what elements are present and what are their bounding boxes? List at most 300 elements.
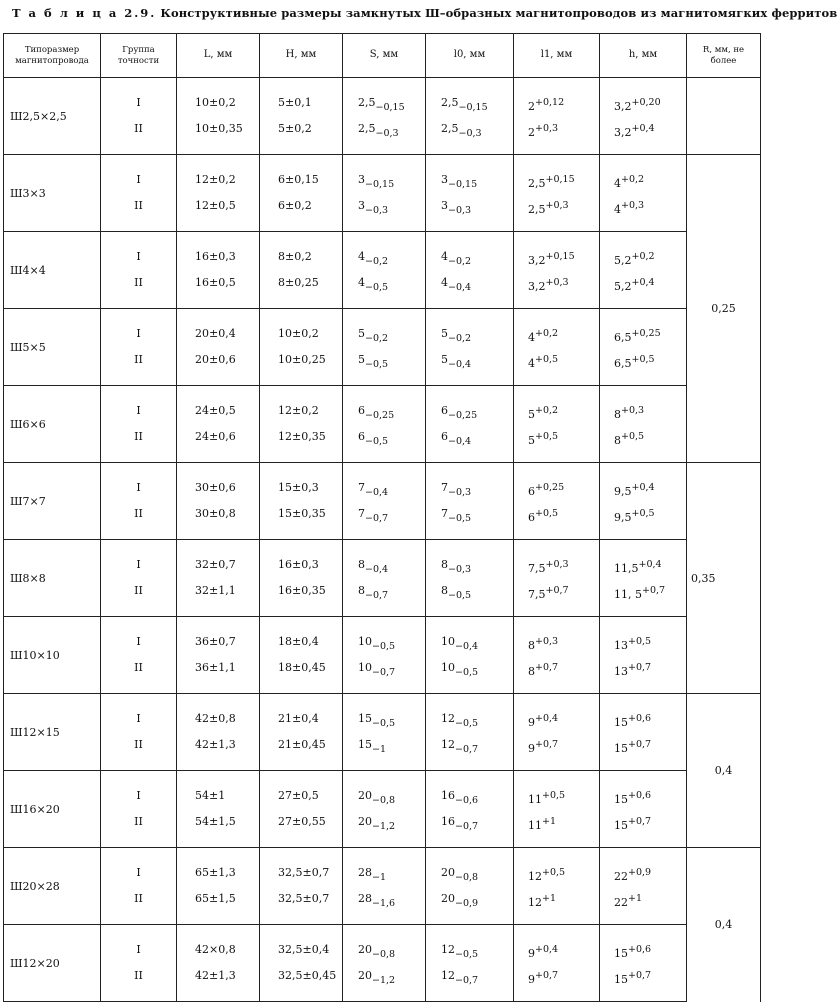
hh-value	[600, 502, 686, 526]
tolerance-value: +0,6	[628, 713, 652, 724]
tolerance-value: −0,9	[455, 898, 479, 909]
tolerance-value: −0,2	[448, 256, 472, 267]
l1-value	[514, 399, 599, 423]
h-cell	[260, 771, 343, 848]
l1-cell	[514, 155, 600, 232]
h-cell	[260, 463, 343, 540]
l0-value	[426, 91, 513, 115]
nominal-value: 9	[528, 742, 535, 755]
nominal-value: 15	[358, 712, 372, 725]
l1-value	[514, 784, 599, 808]
tolerance-value: −0,2	[448, 333, 472, 344]
accuracy-group-value: I	[136, 173, 141, 186]
s-cell	[343, 925, 426, 1002]
accuracy-group-value: II	[134, 199, 143, 212]
nominal-value: 12	[528, 870, 542, 883]
type-size-cell: Ш2,5×2,5	[4, 78, 101, 155]
l1-value	[514, 476, 599, 500]
nominal-value: 28	[358, 892, 372, 905]
nominal-value: 12	[441, 943, 455, 956]
tolerance-value: +0,3	[545, 200, 569, 211]
tolerance-value: −0,5	[448, 513, 472, 524]
l-value: 65±1,3	[195, 866, 236, 879]
hh-cell	[600, 232, 687, 309]
nominal-value: 3	[358, 199, 365, 212]
tolerance-value: −0,4	[448, 436, 472, 447]
nominal-value: 2	[528, 100, 535, 113]
s-cell	[343, 848, 426, 925]
header-type-size: Типоразмер магнитопровода	[4, 34, 101, 78]
hh-value	[600, 425, 686, 449]
nominal-value: 3	[441, 173, 448, 186]
nominal-value: 16	[441, 789, 455, 802]
s-value	[343, 861, 425, 885]
tolerance-value: +0,3	[545, 559, 569, 570]
s-value	[343, 502, 425, 526]
table-caption	[12, 6, 837, 20]
r-max-cell	[687, 78, 761, 155]
l0-value	[426, 502, 513, 526]
l0-cell	[426, 925, 514, 1002]
accuracy-group-value: II	[134, 892, 143, 905]
h-value: 5±0,1	[278, 96, 312, 109]
table-row	[4, 78, 761, 155]
nominal-value: 10	[441, 635, 455, 648]
nominal-value: 11, 5	[614, 588, 642, 601]
l-value: 30±0,6	[195, 481, 236, 494]
tolerance-value: +0,4	[535, 713, 559, 724]
nominal-value: 2,5	[358, 96, 376, 109]
l-value: 20±0,4	[195, 327, 236, 340]
nominal-value: 12	[441, 969, 455, 982]
tolerance-value: +0,3	[621, 405, 645, 416]
nominal-value: 4	[441, 250, 448, 263]
h-cell	[260, 309, 343, 386]
tolerance-value: −1,2	[372, 821, 396, 832]
h-cell	[260, 232, 343, 309]
accuracy-group-value: II	[134, 584, 143, 597]
r-max-cell: 0,4	[687, 694, 761, 848]
l1-value	[514, 810, 599, 834]
accuracy-group-value: I	[136, 327, 141, 340]
type-size-cell: Ш6×6	[4, 386, 101, 463]
tolerance-value: −0,7	[372, 667, 396, 678]
table-row	[4, 540, 761, 617]
l1-cell	[514, 771, 600, 848]
tolerance-value: +0,12	[535, 97, 565, 108]
l-value: 32±1,1	[195, 584, 236, 597]
tolerance-value: −0,6	[455, 795, 479, 806]
nominal-value: 8	[358, 584, 365, 597]
hh-value	[600, 348, 686, 372]
l-value: 36±1,1	[195, 661, 236, 674]
nominal-value: 2,5	[528, 203, 546, 216]
accuracy-group-cell	[101, 463, 177, 540]
hh-value	[600, 322, 686, 346]
nominal-value: 8	[614, 408, 621, 421]
s-value	[343, 964, 425, 988]
s-value	[343, 245, 425, 269]
l-value: 42×0,8	[195, 943, 236, 956]
header-row	[4, 34, 761, 78]
hh-value	[600, 784, 686, 808]
s-value	[343, 887, 425, 911]
hh-value	[600, 553, 686, 577]
nominal-value: 2,5	[441, 122, 459, 135]
nominal-value: 6	[441, 404, 448, 417]
header-h: H, мм	[260, 34, 343, 78]
l1-value	[514, 348, 599, 372]
l0-value	[426, 579, 513, 603]
nominal-value: 5,2	[614, 280, 632, 293]
h-value: 32,5±0,7	[278, 892, 330, 905]
nominal-value: 5	[358, 353, 365, 366]
nominal-value: 20	[441, 866, 455, 879]
nominal-value: 8	[441, 558, 448, 571]
l0-cell	[426, 540, 514, 617]
accuracy-group-value: II	[134, 276, 143, 289]
h-value: 6±0,2	[278, 199, 312, 212]
nominal-value: 4	[614, 177, 621, 190]
s-value	[343, 399, 425, 423]
s-value	[343, 810, 425, 834]
l-value: 42±1,3	[195, 738, 236, 751]
l-cell	[177, 694, 260, 771]
type-size-cell: Ш7×7	[4, 463, 101, 540]
accuracy-group-value: II	[134, 969, 143, 982]
l0-cell	[426, 463, 514, 540]
nominal-value: 15	[614, 742, 628, 755]
tolerance-value: +0,7	[535, 970, 559, 981]
nominal-value: 5	[528, 434, 535, 447]
nominal-value: 7	[358, 481, 365, 494]
nominal-value: 13	[614, 639, 628, 652]
tolerance-value: +0,7	[535, 662, 559, 673]
tolerance-value: +0,20	[631, 97, 661, 108]
h-value: 16±0,3	[278, 558, 319, 571]
l1-value	[514, 91, 599, 115]
nominal-value: 20	[358, 789, 372, 802]
nominal-value: 9	[528, 947, 535, 960]
nominal-value: 9,5	[614, 511, 632, 524]
r-max-cell: 0,25	[687, 155, 761, 463]
l-cell	[177, 540, 260, 617]
s-cell	[343, 771, 426, 848]
l0-cell	[426, 78, 514, 155]
h-value: 5±0,2	[278, 122, 312, 135]
nominal-value: 2,5	[358, 122, 376, 135]
h-cell	[260, 848, 343, 925]
nominal-value: 6,5	[614, 331, 632, 344]
accuracy-group-value: II	[134, 815, 143, 828]
h-value: 18±0,4	[278, 635, 319, 648]
nominal-value: 7	[441, 481, 448, 494]
type-size-cell: Ш10×10	[4, 617, 101, 694]
l-cell	[177, 617, 260, 694]
s-value	[343, 168, 425, 192]
l-value: 16±0,5	[195, 276, 236, 289]
tolerance-value: +0,5	[535, 354, 559, 365]
table-row	[4, 694, 761, 771]
hh-value	[600, 938, 686, 962]
tolerance-value: +0,4	[631, 123, 655, 134]
l0-value	[426, 964, 513, 988]
accuracy-group-value: II	[134, 507, 143, 520]
tolerance-value: +1	[542, 816, 557, 827]
nominal-value: 5	[528, 408, 535, 421]
s-value	[343, 553, 425, 577]
hh-value	[600, 630, 686, 654]
nominal-value: 20	[358, 969, 372, 982]
hh-value	[600, 194, 686, 218]
l-cell	[177, 771, 260, 848]
l0-value	[426, 399, 513, 423]
tolerance-value: −0,3	[375, 128, 399, 139]
l1-value	[514, 194, 599, 218]
l1-value	[514, 117, 599, 141]
l1-value	[514, 733, 599, 757]
tolerance-value: +0,4	[535, 944, 559, 955]
tolerance-value: +0,7	[545, 585, 569, 596]
nominal-value: 6	[358, 430, 365, 443]
nominal-value: 6	[528, 485, 535, 498]
nominal-value: 6	[441, 430, 448, 443]
tolerance-value: −0,8	[372, 795, 396, 806]
tolerance-value: −1	[372, 872, 387, 883]
nominal-value: 20	[358, 815, 372, 828]
tolerance-value: +0,3	[621, 200, 645, 211]
nominal-value: 13	[614, 665, 628, 678]
tolerance-value: −0,7	[455, 975, 479, 986]
l1-value	[514, 425, 599, 449]
l0-value	[426, 630, 513, 654]
hh-value	[600, 399, 686, 423]
l-value: 36±0,7	[195, 635, 236, 648]
tolerance-value: +0,2	[621, 174, 645, 185]
tolerance-value: −0,25	[365, 410, 395, 421]
tolerance-value: −1	[372, 744, 387, 755]
r-max-cell: 0,35	[687, 463, 761, 694]
nominal-value: 7,5	[528, 562, 546, 575]
hh-value	[600, 579, 686, 603]
hh-cell	[600, 309, 687, 386]
s-value	[343, 476, 425, 500]
l1-cell	[514, 386, 600, 463]
s-cell	[343, 694, 426, 771]
l0-value	[426, 733, 513, 757]
nominal-value: 12	[528, 896, 542, 909]
s-cell	[343, 540, 426, 617]
nominal-value: 15	[614, 819, 628, 832]
nominal-value: 3	[358, 173, 365, 186]
h-value: 8±0,25	[278, 276, 319, 289]
nominal-value: 28	[358, 866, 372, 879]
table-row	[4, 463, 761, 540]
h-value: 12±0,35	[278, 430, 326, 443]
l0-value	[426, 245, 513, 269]
nominal-value: 10	[358, 635, 372, 648]
l-value: 42±1,3	[195, 969, 236, 982]
dimensions-table	[3, 33, 761, 1002]
nominal-value: 6	[528, 511, 535, 524]
l0-value	[426, 117, 513, 141]
nominal-value: 22	[614, 896, 628, 909]
type-size-cell: Ш12×15	[4, 694, 101, 771]
l-value: 16±0,3	[195, 250, 236, 263]
nominal-value: 5	[441, 353, 448, 366]
s-cell	[343, 463, 426, 540]
hh-value	[600, 887, 686, 911]
tolerance-value: −0,3	[448, 487, 472, 498]
l-value: 54±1,5	[195, 815, 236, 828]
tolerance-value: +0,5	[631, 354, 655, 365]
h-value: 15±0,35	[278, 507, 326, 520]
header-r: R, мм, не более	[687, 34, 761, 78]
tolerance-value: −0,15	[375, 102, 405, 113]
l1-cell	[514, 309, 600, 386]
header-l0: l0, мм	[426, 34, 514, 78]
accuracy-group-cell	[101, 848, 177, 925]
accuracy-group-value: II	[134, 353, 143, 366]
tolerance-value: +0,2	[535, 328, 559, 339]
s-value	[343, 656, 425, 680]
tolerance-value: +1	[628, 893, 643, 904]
nominal-value: 2,5	[528, 177, 546, 190]
l1-value	[514, 502, 599, 526]
tolerance-value: +0,5	[631, 508, 655, 519]
s-value	[343, 117, 425, 141]
l1-cell	[514, 694, 600, 771]
l0-value	[426, 476, 513, 500]
h-value: 16±0,35	[278, 584, 326, 597]
tolerance-value: +0,5	[535, 508, 559, 519]
accuracy-group-cell	[101, 78, 177, 155]
accuracy-group-value: I	[136, 866, 141, 879]
table-row	[4, 848, 761, 925]
table-row	[4, 232, 761, 309]
accuracy-group-value: I	[136, 481, 141, 494]
table-row	[4, 309, 761, 386]
l0-cell	[426, 386, 514, 463]
header-l: L, мм	[177, 34, 260, 78]
l-value: 10±0,35	[195, 122, 243, 135]
accuracy-group-value: II	[134, 430, 143, 443]
hh-cell	[600, 848, 687, 925]
nominal-value: 15	[614, 716, 628, 729]
l1-value	[514, 553, 599, 577]
nominal-value: 6	[358, 404, 365, 417]
table-row	[4, 771, 761, 848]
s-cell	[343, 617, 426, 694]
h-value: 12±0,2	[278, 404, 319, 417]
h-value: 18±0,45	[278, 661, 326, 674]
l0-cell	[426, 232, 514, 309]
tolerance-value: −0,5	[365, 359, 389, 370]
hh-cell	[600, 694, 687, 771]
h-value: 6±0,15	[278, 173, 319, 186]
l1-value	[514, 938, 599, 962]
s-value	[343, 707, 425, 731]
tolerance-value: −0,3	[448, 564, 472, 575]
tolerance-value: −0,15	[365, 179, 395, 190]
nominal-value: 8	[528, 665, 535, 678]
hh-cell	[600, 540, 687, 617]
tolerance-value: −0,15	[448, 179, 478, 190]
s-value	[343, 322, 425, 346]
accuracy-group-cell	[101, 309, 177, 386]
l1-value	[514, 656, 599, 680]
hh-value	[600, 733, 686, 757]
accuracy-group-cell	[101, 617, 177, 694]
l0-value	[426, 887, 513, 911]
type-size-cell: Ш4×4	[4, 232, 101, 309]
l-cell	[177, 309, 260, 386]
accuracy-group-value: I	[136, 635, 141, 648]
nominal-value: 7,5	[528, 588, 546, 601]
header-h-small: h, мм	[600, 34, 687, 78]
nominal-value: 4	[528, 331, 535, 344]
tolerance-value: +0,7	[535, 739, 559, 750]
hh-cell	[600, 925, 687, 1002]
nominal-value: 6,5	[614, 357, 632, 370]
nominal-value: 10	[441, 661, 455, 674]
s-value	[343, 425, 425, 449]
l-value: 54±1	[195, 789, 226, 802]
nominal-value: 3,2	[614, 100, 632, 113]
nominal-value: 11	[528, 819, 542, 832]
nominal-value: 16	[441, 815, 455, 828]
h-value: 27±0,5	[278, 789, 319, 802]
hh-value	[600, 707, 686, 731]
s-value	[343, 938, 425, 962]
tolerance-value: +0,6	[628, 790, 652, 801]
table-row	[4, 386, 761, 463]
hh-value	[600, 476, 686, 500]
l0-value	[426, 425, 513, 449]
tolerance-value: +0,2	[631, 251, 655, 262]
s-cell	[343, 155, 426, 232]
tolerance-value: −0,7	[455, 821, 479, 832]
tolerance-value: +0,3	[535, 636, 559, 647]
type-size-cell: Ш8×8	[4, 540, 101, 617]
tolerance-value: −0,3	[365, 205, 389, 216]
h-cell	[260, 925, 343, 1002]
s-value	[343, 194, 425, 218]
l1-value	[514, 630, 599, 654]
h-cell	[260, 78, 343, 155]
tolerance-value: +0,7	[628, 970, 652, 981]
tolerance-value: +0,5	[542, 867, 566, 878]
l0-value	[426, 553, 513, 577]
l0-cell	[426, 617, 514, 694]
l0-value	[426, 810, 513, 834]
l0-cell	[426, 155, 514, 232]
tolerance-value: −0,7	[455, 744, 479, 755]
l0-value	[426, 784, 513, 808]
tolerance-value: −0,4	[455, 641, 479, 652]
r-max-cell: 0,4	[687, 848, 761, 1002]
accuracy-group-cell	[101, 694, 177, 771]
h-value: 8±0,2	[278, 250, 312, 263]
l-cell	[177, 155, 260, 232]
tolerance-value: +0,7	[628, 816, 652, 827]
l1-value	[514, 245, 599, 269]
accuracy-group-value: I	[136, 558, 141, 571]
l0-cell	[426, 309, 514, 386]
hh-cell	[600, 463, 687, 540]
l-value: 65±1,5	[195, 892, 236, 905]
header-accuracy-group: Группа точности	[101, 34, 177, 78]
